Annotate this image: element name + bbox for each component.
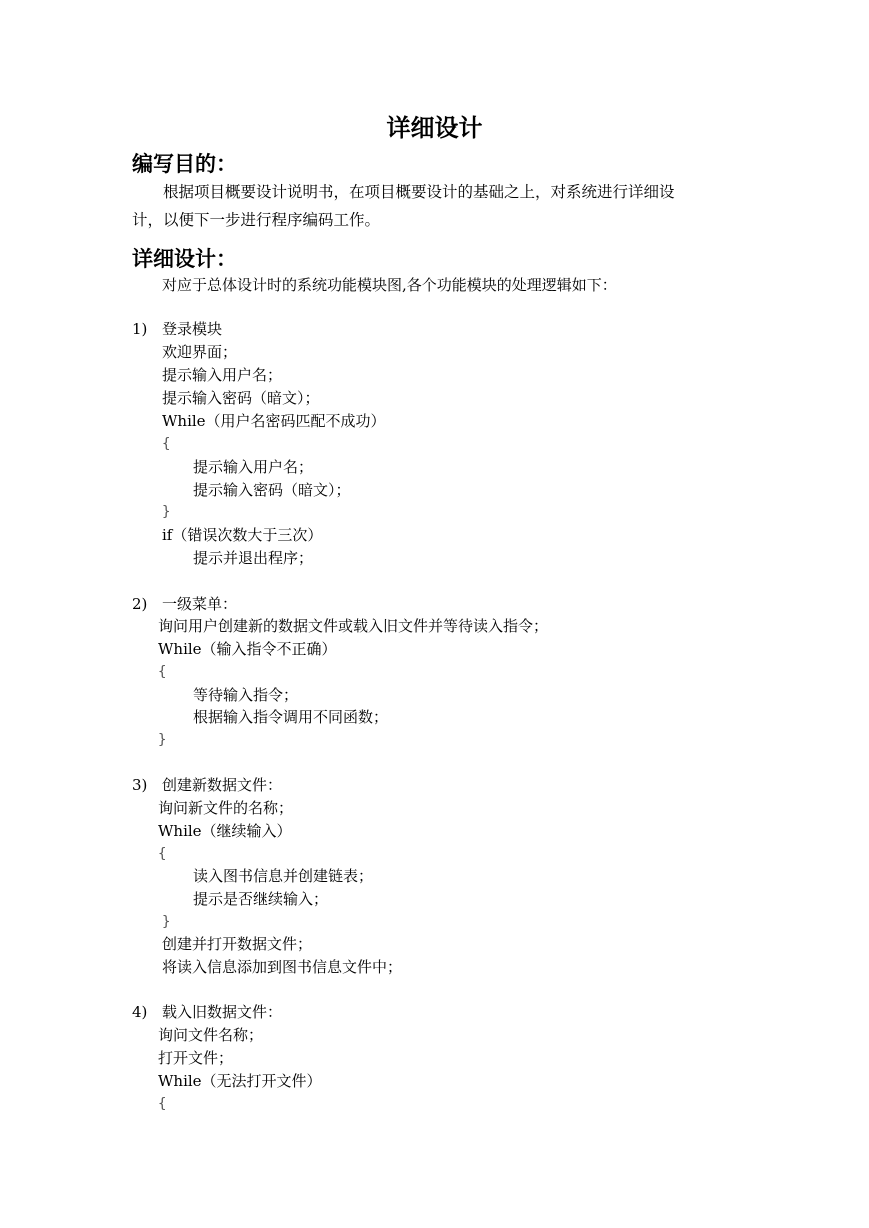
heading-detailed-design: 详细设计： <box>132 247 237 271</box>
module-3-brace-close: } <box>162 914 171 930</box>
module-4-line: While（无法打开文件） <box>158 1072 322 1090</box>
module-3-number: 3) <box>132 776 148 794</box>
module-2-number: 2) <box>132 595 148 613</box>
module-4-number: 4) <box>132 1003 148 1021</box>
module-2-brace-close: } <box>158 732 167 748</box>
module-2-brace-open: { <box>158 664 167 680</box>
module-1-title: 登录模块 <box>162 320 223 338</box>
module-1-line: While（用户名密码匹配不成功） <box>162 412 386 430</box>
heading-purpose: 编写目的： <box>132 152 237 176</box>
document-title: 详细设计 <box>386 114 483 142</box>
module-3-line: 将读入信息添加到图书信息文件中； <box>162 958 403 976</box>
purpose-paragraph <box>132 178 752 234</box>
module-1-line: 提示输入用户名； <box>162 366 283 384</box>
module-3-line: While（继续输入） <box>158 822 292 840</box>
purpose-line-2: 计，以便下一步进行程序编码工作。 <box>132 211 381 229</box>
module-3-brace-open: { <box>158 846 167 862</box>
module-3-line: 创建并打开数据文件； <box>162 935 313 953</box>
module-4-line: 打开文件； <box>158 1049 234 1067</box>
module-3-line: 询问新文件的名称； <box>158 799 294 817</box>
module-1-line: if（错误次数大于三次） <box>162 526 323 544</box>
module-3-title: 创建新数据文件： <box>162 776 283 794</box>
module-4-title: 载入旧数据文件： <box>162 1003 283 1021</box>
module-4-brace-open: { <box>158 1096 167 1112</box>
module-1-line: 提示输入密码（暗文）； <box>193 481 351 499</box>
module-1-brace-open: { <box>162 436 171 452</box>
module-2-line: 等待输入指令； <box>193 686 299 704</box>
detailed-design-intro: 对应于总体设计时的系统功能模块图,各个功能模块的处理逻辑如下： <box>162 276 617 294</box>
module-2-title: 一级菜单： <box>162 595 238 613</box>
module-1-brace-close: } <box>162 504 171 520</box>
module-3-line: 提示是否继续输入； <box>193 890 329 908</box>
module-1-line: 提示输入用户名； <box>193 458 314 476</box>
module-2-line: While（输入指令不正确） <box>158 640 337 658</box>
module-4-line: 询问文件名称； <box>158 1026 264 1044</box>
module-2-line: 询问用户创建新的数据文件或载入旧文件并等待读入指令； <box>158 617 549 635</box>
module-3-line: 读入图书信息并创建链表； <box>193 867 374 885</box>
module-2-line: 根据输入指令调用不同函数； <box>193 708 389 726</box>
module-1-line: 提示输入密码（暗文）； <box>162 389 320 407</box>
module-1-number: 1) <box>132 320 148 338</box>
purpose-line-1: 根据项目概要设计说明书，在项目概要设计的基础之上，对系统进行详细设 <box>163 183 675 201</box>
module-1-line: 欢迎界面； <box>162 343 238 361</box>
module-1-line: 提示并退出程序； <box>193 549 314 567</box>
